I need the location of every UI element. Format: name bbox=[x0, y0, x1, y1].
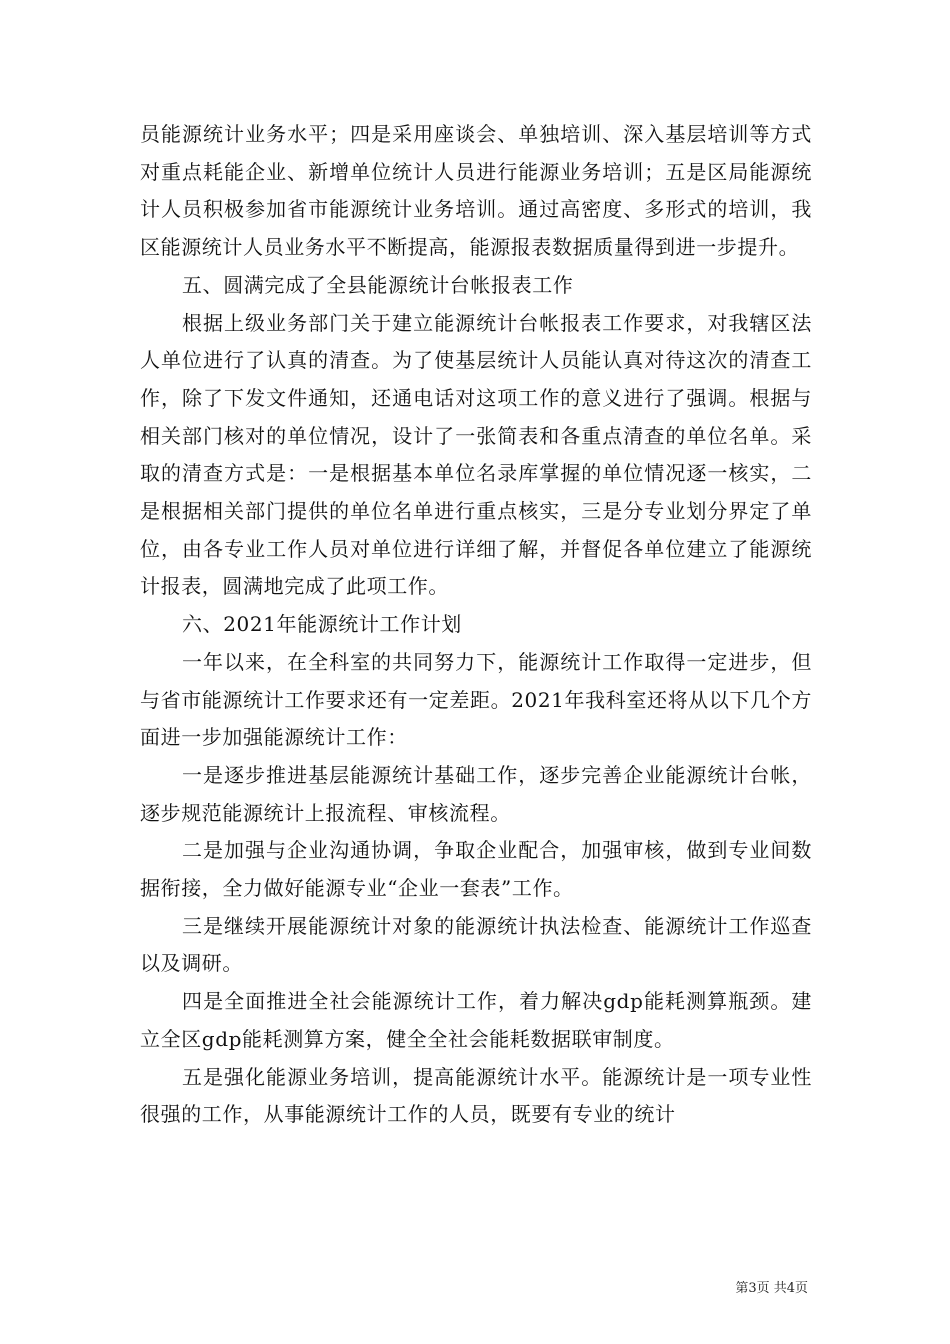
paragraph-7: 二是加强与企业沟通协调，争取企业配合，加强审核，做到专业间数据衔接，全力做好能源专业“企业一套表”工作。 bbox=[140, 838, 812, 901]
paragraph-10: 五是强化能源业务培训，提高能源统计水平。能源统计是一项专业性很强的工作，从事能源统计工作的人员，既要有专业的统计 bbox=[140, 1064, 812, 1127]
paragraph-9: 四是全面推进全社会能源统计工作，着力解决gdp能耗测算瓶颈。建立全区gdp能耗测算方案，健全全社会能耗数据联审制度。 bbox=[140, 989, 812, 1051]
paragraph-1: 员能源统计业务水平；四是采用座谈会、单独培训、深入基层培训等方式对重点耗能企业、新增单位统计人员进行能源业务培训；五是区局能源统计人员积极参加省市能源统计业务培训。通过高密度、多形式的培训，我区能源统计人员业务水平不断提高，能源报表数据质量得到进一步提升。 bbox=[140, 122, 812, 260]
paragraph-8: 三是继续开展能源统计对象的能源统计执法检查、能源统计工作巡查以及调研。 bbox=[140, 913, 812, 976]
paragraph-5: 一年以来，在全科室的共同努力下，能源统计工作取得一定进步，但与省市能源统计工作要求还有一定差距。2021年我科室还将从以下几个方面进一步加强能源统计工作： bbox=[140, 649, 812, 750]
section-heading-5: 五、圆满完成了全县能源统计台帐报表工作 bbox=[182, 272, 574, 297]
page-number-footer: 第3页 共4页 bbox=[735, 1281, 808, 1296]
paragraph-3: 根据上级业务部门关于建立能源统计台帐报表工作要求，对我辖区法人单位进行了认真的清查。为了使基层统计人员能认真对待这次的清查工作，除了下发文件通知，还通电话对这项工作的意义进行了强调。根据与相关部门核对的单位情况，设计了一张简表和各重点清查的单位名单。采取的清查方式是：一是根据基本单位名录库掌握的单位情况逐一核实，二是根据相关部门提供的单位名单进行重点核实，三是分专业划分界定了单位，由各专业工作人员对单位进行详细了解，并督促各单位建立了能源统计报表，圆满地完成了此项工作。 bbox=[140, 310, 812, 599]
paragraph-6: 一是逐步推进基层能源统计基础工作，逐步完善企业能源统计台帐，逐步规范能源统计上报流程、审核流程。 bbox=[140, 762, 812, 825]
section-heading-6: 六、2021年能源统计工作计划 bbox=[182, 612, 462, 637]
document-body bbox=[140, 116, 812, 1134]
